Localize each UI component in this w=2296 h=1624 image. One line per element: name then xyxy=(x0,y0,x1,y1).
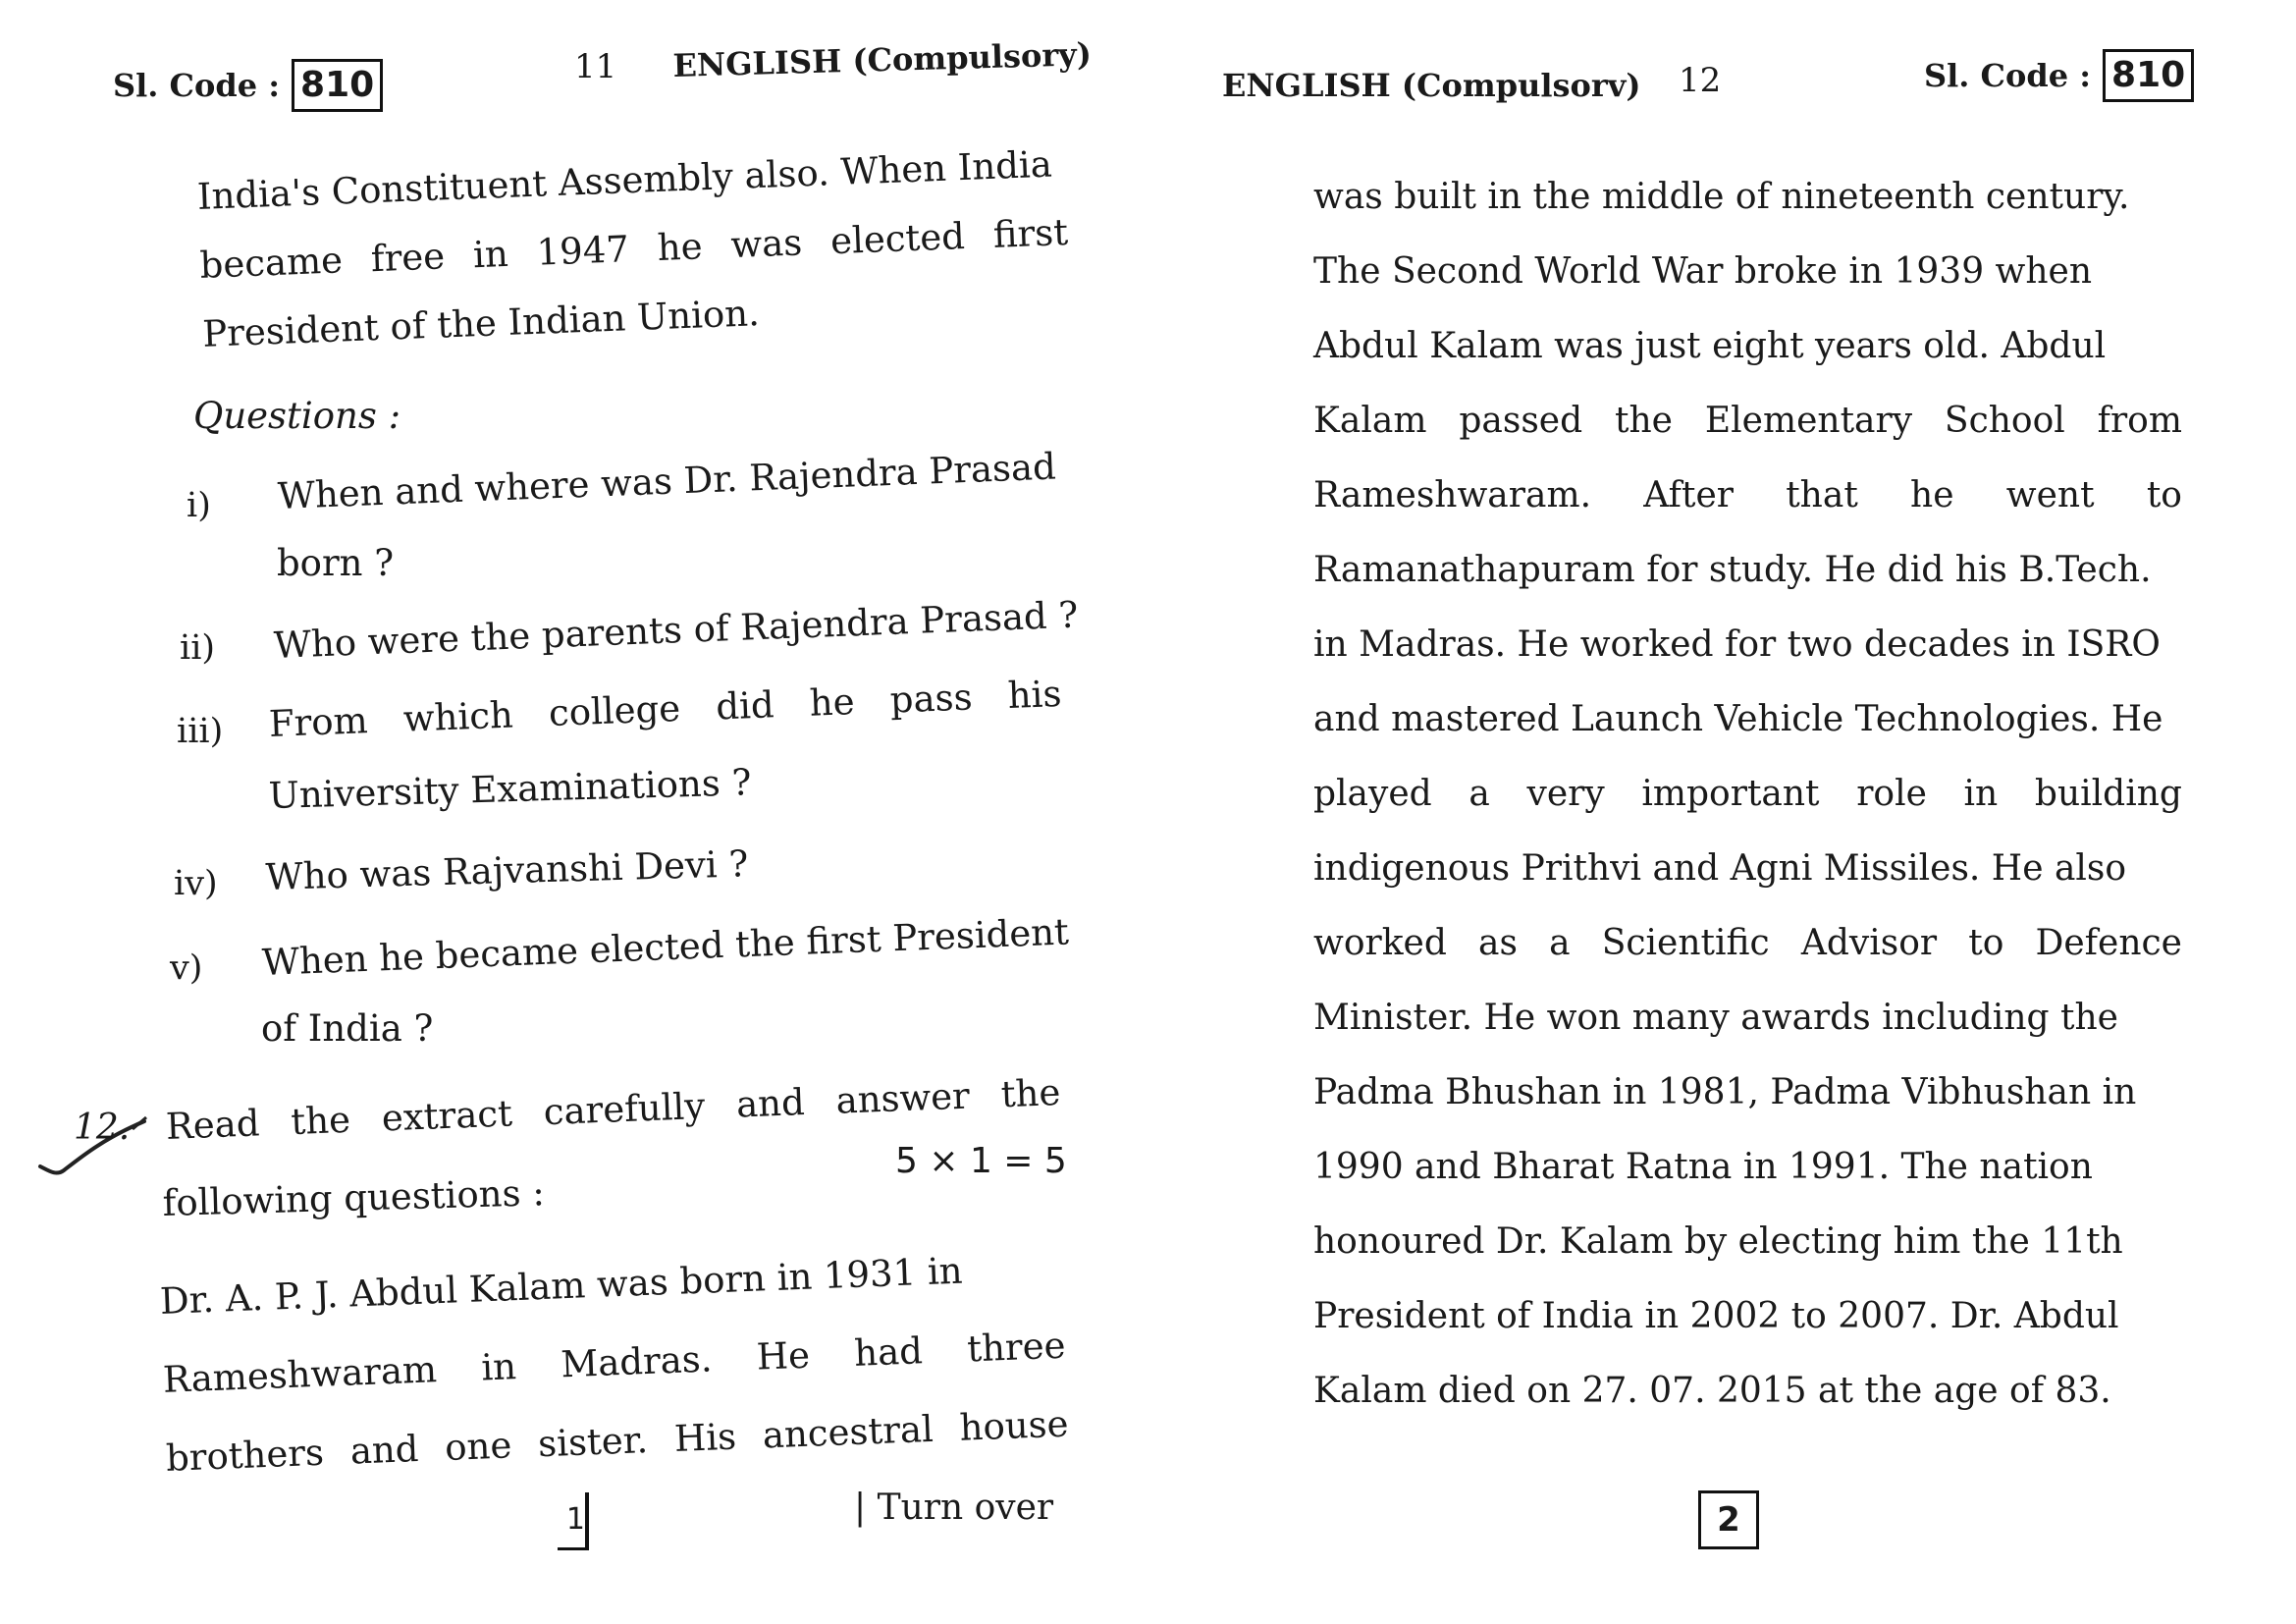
passage-line: 1990 and Bharat Ratna in 1991. The nation xyxy=(1313,1147,2093,1187)
passage-line: Kalam passed the Elementary School from xyxy=(1313,401,2182,441)
question-line: From which college did he pass his xyxy=(268,672,1063,745)
passage-line: was built in the middle of nineteenth century. xyxy=(1313,177,2130,217)
sl-code-box: 810 xyxy=(2103,49,2194,102)
passage-line: Kalam died on 27. 07. 2015 at the age of 83. xyxy=(1313,1371,2111,1411)
sl-code-label: Sl. Code : xyxy=(1924,57,2092,94)
left-footer-box: 1 xyxy=(558,1492,589,1550)
question-12-instruction xyxy=(165,1067,1061,1153)
question-line: of India ? xyxy=(261,1007,434,1050)
right-subject-header: ENGLISH (Compulsorv) xyxy=(1222,67,1641,104)
question-number: v) xyxy=(170,948,203,988)
passage-line: played a very important role in building xyxy=(1313,774,2182,814)
left-sl-code xyxy=(113,59,383,112)
passage-line: Rameshwaram. After that he went to xyxy=(1313,475,2182,515)
passage-line: Dr. A. P. J. Abdul Kalam was born in 1931 in xyxy=(159,1249,964,1323)
passage-line: worked as a Scientific Advisor to Defence xyxy=(1313,923,2182,963)
question-text xyxy=(277,442,1057,522)
passage-line: The Second World War broke in 1939 when xyxy=(1313,251,2093,292)
passage-line: honoured Dr. Kalam by electing him the 11th xyxy=(1313,1221,2123,1262)
passage-line: and mastered Launch Vehicle Technologies. He xyxy=(1313,699,2163,739)
marks-label: 5 × 1 = 5 xyxy=(895,1141,1067,1181)
passage-line: Abdul Kalam was just eight years old. Abdul xyxy=(1313,326,2107,366)
passage-line: Padma Bhushan in 1981, Padma Vibhushan in xyxy=(1313,1072,2137,1112)
question-line: When and where was Dr. Rajendra Prasad xyxy=(277,445,1057,517)
passage-line: Ramanathapuram for study. He did his B.Tech. xyxy=(1313,550,2152,590)
question-number: ii) xyxy=(180,628,216,668)
passage-line: Minister. He won many awards including the xyxy=(1313,998,2118,1038)
question-number: i) xyxy=(187,486,211,525)
passage-line: brothers and one sister. His ancestral house xyxy=(165,1402,1070,1480)
passage-line: President of India in 2002 to 2007. Dr. Abdul xyxy=(1313,1296,2119,1336)
instruction-line: following questions : xyxy=(162,1171,546,1224)
instruction-line: Read the extract carefully and answer the xyxy=(165,1070,1062,1148)
intro-line: President of the Indian Union. xyxy=(201,292,761,355)
intro-line: India's Constituent Assembly also. When India xyxy=(196,142,1053,218)
right-page xyxy=(1148,0,2296,1624)
sl-code-box: 810 xyxy=(292,59,383,112)
sl-code-label: Sl. Code : xyxy=(113,67,281,104)
question-line: When he became elected the first President xyxy=(261,910,1070,984)
intro-line: became free in 1947 he was elected first xyxy=(198,210,1069,287)
left-passage xyxy=(159,1242,1069,1485)
question-line: Who were the parents of Rajendra Prasad ? xyxy=(273,593,1080,667)
passage-line: in Madras. He worked for two decades in ISRO xyxy=(1313,624,2161,665)
question-line: born ? xyxy=(277,542,395,584)
left-subject-header: ENGLISH (Compulsory) xyxy=(672,35,1093,84)
turn-over-label: | Turn over xyxy=(854,1488,1054,1528)
questions-heading: Questions : xyxy=(193,395,401,437)
question-line: Who was Rajvanshi Devi ? xyxy=(265,842,749,898)
right-footer-box: 2 xyxy=(1698,1490,1759,1549)
question-text xyxy=(268,669,1062,750)
left-intro-paragraph xyxy=(196,138,1072,360)
left-page-number: 11 xyxy=(574,47,617,86)
passage-line: indigenous Prithvi and Agni Missiles. He also xyxy=(1313,848,2127,889)
right-passage xyxy=(1313,172,2182,1417)
question-line: University Examinations ? xyxy=(268,761,752,817)
right-sl-code xyxy=(1924,49,2194,102)
question-12-number: 12. xyxy=(74,1108,131,1148)
question-number: iv) xyxy=(174,864,218,903)
right-page-number: 12 xyxy=(1679,61,1722,100)
question-number: iii) xyxy=(177,712,224,751)
passage-line: Rameshwaram in Madras. He had three xyxy=(162,1324,1067,1401)
